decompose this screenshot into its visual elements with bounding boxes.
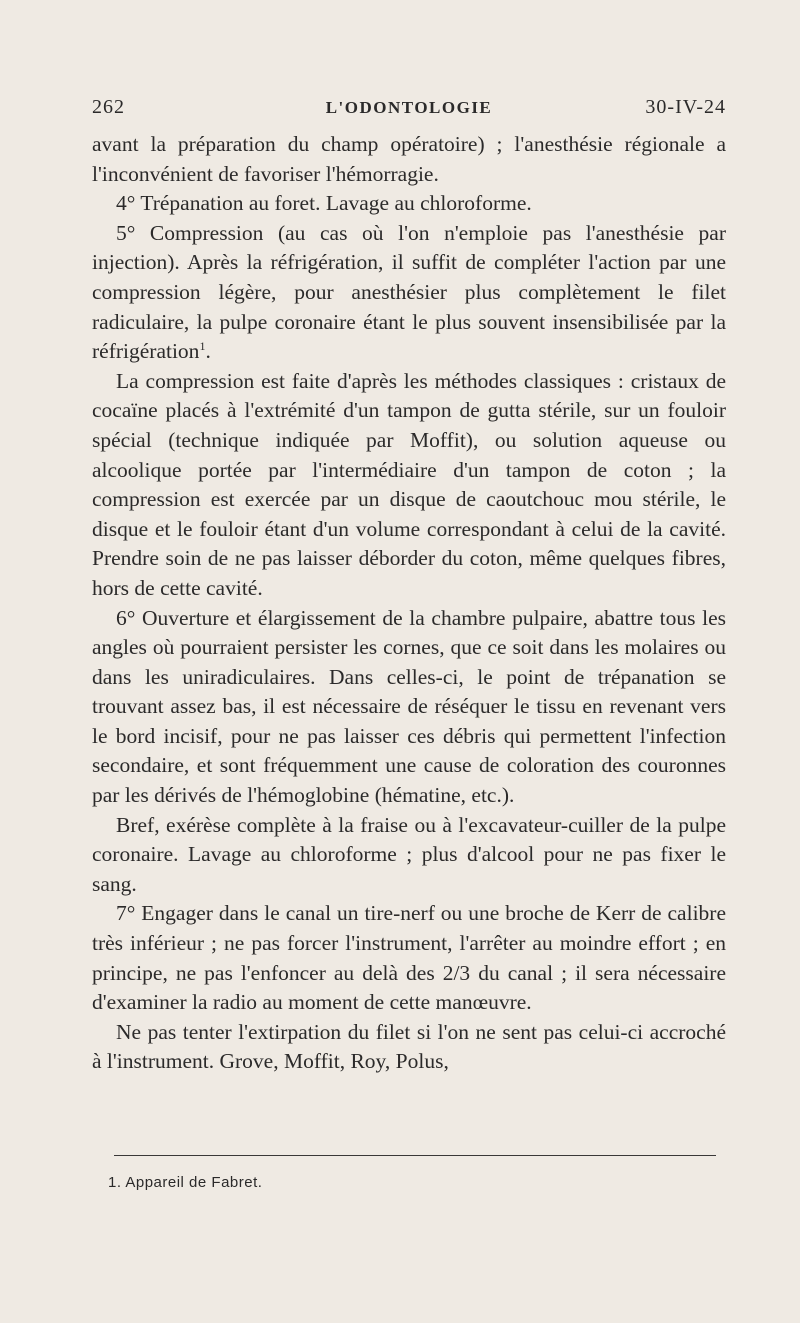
paragraph-6: Bref, exérèse complète à la fraise ou à l'excavateur-cuiller de la pulpe coronaire. Lavage au chloroforme ; plus d'alcool pour ne pas fixer le sang. bbox=[92, 812, 726, 896]
page-number: 262 bbox=[92, 96, 125, 118]
body-text bbox=[92, 130, 726, 1077]
paragraph-4: La compression est faite d'après les méthodes classiques : cristaux de cocaïne placés à l'extrémité d'un tampon de gutta stérile, sur un fouloir spécial (technique indiquée par Moffit), ou solution aqueuse ou alcoolique portée par l'intermédiaire d'un tampon de coton ; la compression est exercée par un disque de caoutchouc mou stérile, le disque et le fouloir étant d'un volume correspondant à celui de la cavité. Prendre soin de ne pas laisser déborder du coton, même quelques fibres, hors de cette cavité. bbox=[92, 368, 726, 600]
paragraph-7: 7° Engager dans le canal un tire-nerf ou une broche de Kerr de calibre très inférieur ; ne pas forcer l'instrument, l'arrêter au moindre effort ; en principe, ne pas l'enfoncer au delà des 2/3 du canal ; il sera nécessaire d'examiner la radio au moment de cette manœuvre. bbox=[92, 901, 726, 1015]
paragraph-2: 4° Trépanation au foret. Lavage au chloroforme. bbox=[116, 191, 532, 216]
paragraph-3-end: . bbox=[205, 339, 211, 364]
paragraph-8: Ne pas tenter l'extirpation du filet si l'on ne sent pas celui-ci accroché à l'instrument. Grove, Moffit, Roy, Polus, bbox=[92, 1019, 726, 1074]
issue-date: 30-IV-24 bbox=[645, 96, 726, 118]
journal-title: L'ODONTOLOGIE bbox=[325, 98, 493, 117]
paragraph-1: avant la préparation du champ opératoire) ; l'anesthésie régionale a l'inconvénient de favoriser l'hémorragie. bbox=[92, 132, 726, 186]
footnote-reference: 1 bbox=[199, 339, 206, 354]
page bbox=[92, 96, 726, 1077]
running-header bbox=[92, 96, 726, 130]
paragraph-3-text: 5° Compression (au cas où l'on n'emploie pas l'anesthésie par injection). Après la réfrigération, il suffit de compléter l'action par une compression légère, pour anesthésier plus complètement le filet radiculaire, la pulpe coronaire étant le plus souvent insensibilisée par la réfrigération bbox=[92, 220, 726, 364]
footnote: 1. Appareil de Fabret. bbox=[108, 1174, 263, 1191]
paragraph-5: 6° Ouverture et élargissement de la chambre pulpaire, abattre tous les angles où pourraient persister les cornes, que ce soit dans les molaires ou dans les uniradiculaires. Dans celles-ci, le point de trépanation se trouvant assez bas, il est nécessaire de réséquer le tissu en revenant vers le bord incisif, pour ne pas laisser ces débris qui permettent l'infection secondaire, et sont fréquemment une cause de coloration des couronnes par les dérivés de l'hémoglobine (hématine, etc.). bbox=[92, 605, 726, 808]
paragraph-3 bbox=[92, 219, 726, 367]
footnote-divider bbox=[114, 1155, 716, 1156]
